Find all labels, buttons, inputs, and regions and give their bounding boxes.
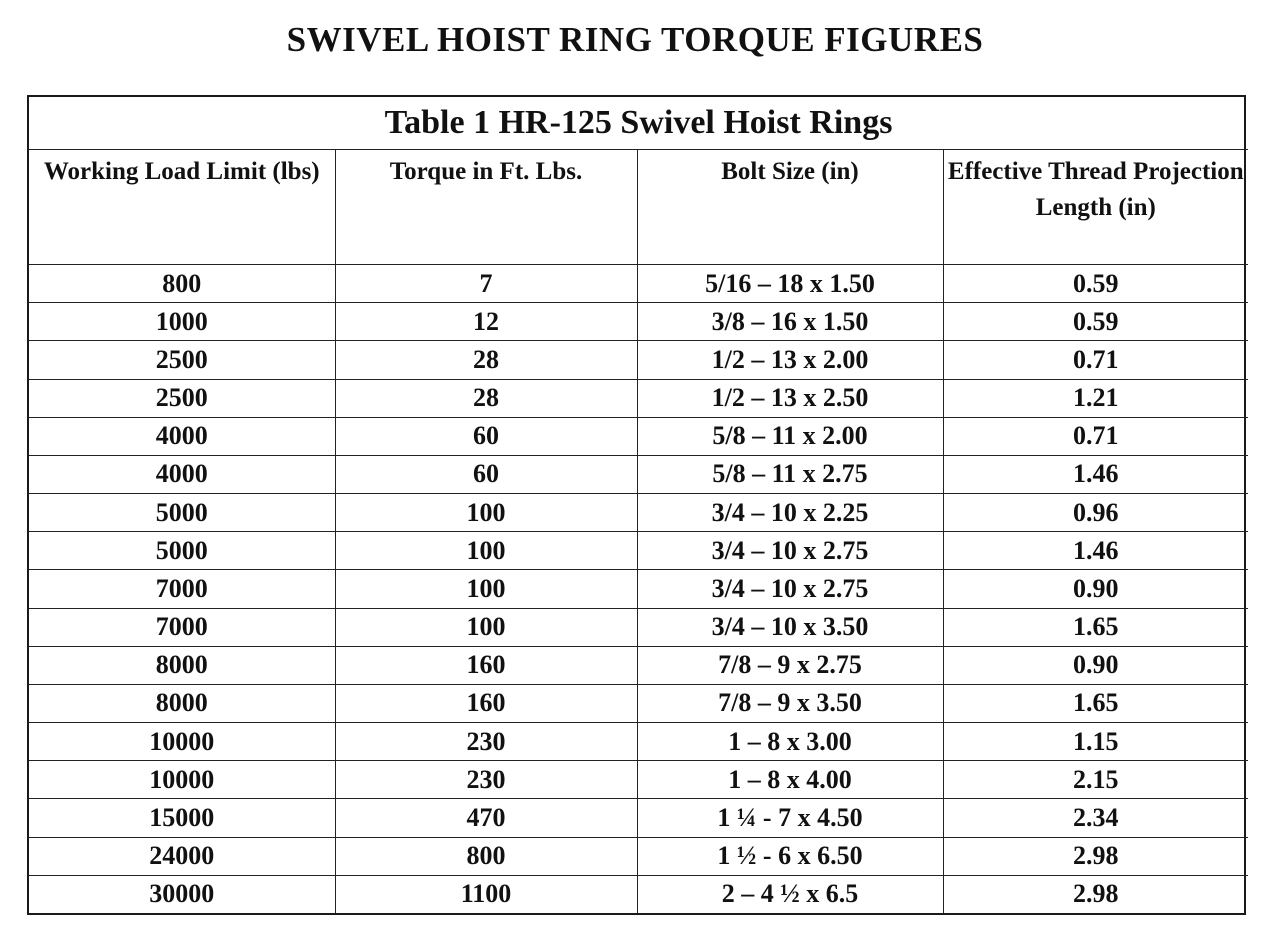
table-cell: 60 — [335, 417, 637, 455]
table-cell: 5/8 – 11 x 2.75 — [637, 455, 943, 493]
page-title: SWIVEL HOIST RING TORQUE FIGURES — [286, 20, 984, 59]
table-row — [29, 799, 1248, 837]
table-header-row — [29, 150, 1248, 265]
table-cell: 1 ¼ - 7 x 4.50 — [637, 799, 943, 837]
table-cell: 7000 — [29, 608, 335, 646]
table-cell: 8000 — [29, 646, 335, 684]
table-cell: 1.46 — [943, 455, 1248, 493]
table-cell: 7000 — [29, 570, 335, 608]
table-cell: 4000 — [29, 417, 335, 455]
table-cell: 230 — [335, 761, 637, 799]
table-cell: 2 – 4 ½ x 6.5 — [637, 875, 943, 913]
table-cell: 1 – 8 x 4.00 — [637, 761, 943, 799]
table-cell: 160 — [335, 646, 637, 684]
table-row — [29, 684, 1248, 722]
table-row — [29, 265, 1248, 303]
table-cell: 15000 — [29, 799, 335, 837]
table-row — [29, 646, 1248, 684]
table-cell: 28 — [335, 379, 637, 417]
table-cell: 5000 — [29, 494, 335, 532]
table-cell: 10000 — [29, 723, 335, 761]
table-cell: 12 — [335, 303, 637, 341]
table-cell: 800 — [29, 265, 335, 303]
table-caption-row — [29, 97, 1248, 150]
table-cell: 1/2 – 13 x 2.00 — [637, 341, 943, 379]
table-row — [29, 417, 1248, 455]
table-cell: 0.59 — [943, 303, 1248, 341]
table-cell: 1.15 — [943, 723, 1248, 761]
table-cell: 60 — [335, 455, 637, 493]
table-cell: 1.21 — [943, 379, 1248, 417]
table-cell: 1 – 8 x 3.00 — [637, 723, 943, 761]
table-row — [29, 761, 1248, 799]
table-cell: 30000 — [29, 875, 335, 913]
table-cell: 3/4 – 10 x 2.75 — [637, 532, 943, 570]
column-header-bolt-size: Bolt Size (in) — [637, 150, 943, 265]
table-row — [29, 608, 1248, 646]
table-cell: 100 — [335, 532, 637, 570]
table-cell: 800 — [335, 837, 637, 875]
table-cell: 4000 — [29, 455, 335, 493]
table-cell: 0.71 — [943, 417, 1248, 455]
table-row — [29, 494, 1248, 532]
table-cell: 100 — [335, 494, 637, 532]
table-row — [29, 532, 1248, 570]
column-header-thread-projection: Effective Thread Projection Length (in) — [943, 150, 1248, 265]
column-header-torque: Torque in Ft. Lbs. — [335, 150, 637, 265]
table-row — [29, 723, 1248, 761]
table-cell: 470 — [335, 799, 637, 837]
table-cell: 2500 — [29, 341, 335, 379]
table-cell: 1.65 — [943, 608, 1248, 646]
table-cell: 0.90 — [943, 646, 1248, 684]
table-cell: 0.96 — [943, 494, 1248, 532]
table-cell: 100 — [335, 608, 637, 646]
table-cell: 7 — [335, 265, 637, 303]
table-row — [29, 379, 1248, 417]
table-cell: 2.98 — [943, 837, 1248, 875]
table-cell: 0.90 — [943, 570, 1248, 608]
table-cell: 0.71 — [943, 341, 1248, 379]
table-caption: Table 1 HR-125 Swivel Hoist Rings — [29, 97, 1248, 150]
table-cell: 5/8 – 11 x 2.00 — [637, 417, 943, 455]
table-row — [29, 570, 1248, 608]
table-cell: 2.15 — [943, 761, 1248, 799]
table-cell: 2.98 — [943, 875, 1248, 913]
table-cell: 7/8 – 9 x 3.50 — [637, 684, 943, 722]
table-cell: 160 — [335, 684, 637, 722]
table-row — [29, 837, 1248, 875]
table-cell: 1 ½ - 6 x 6.50 — [637, 837, 943, 875]
table-cell: 28 — [335, 341, 637, 379]
table-cell: 0.59 — [943, 265, 1248, 303]
table-row — [29, 303, 1248, 341]
table-cell: 24000 — [29, 837, 335, 875]
table-cell: 10000 — [29, 761, 335, 799]
table-cell: 5/16 – 18 x 1.50 — [637, 265, 943, 303]
table-cell: 2.34 — [943, 799, 1248, 837]
table-cell: 1000 — [29, 303, 335, 341]
table-cell: 1.65 — [943, 684, 1248, 722]
table-cell: 3/4 – 10 x 2.75 — [637, 570, 943, 608]
table-cell: 3/4 – 10 x 2.25 — [637, 494, 943, 532]
table-cell: 1.46 — [943, 532, 1248, 570]
table-row — [29, 875, 1248, 913]
table-row — [29, 341, 1248, 379]
table-row — [29, 455, 1248, 493]
table-cell: 1/2 – 13 x 2.50 — [637, 379, 943, 417]
table-cell: 7/8 – 9 x 2.75 — [637, 646, 943, 684]
torque-table — [27, 95, 1246, 915]
table-cell: 230 — [335, 723, 637, 761]
column-header-working-load: Working Load Limit (lbs) — [29, 150, 335, 265]
table-cell: 3/4 – 10 x 3.50 — [637, 608, 943, 646]
table-cell: 5000 — [29, 532, 335, 570]
table-cell: 100 — [335, 570, 637, 608]
table-body — [29, 265, 1248, 914]
table-cell: 2500 — [29, 379, 335, 417]
torque-table-grid — [29, 97, 1248, 913]
table-cell: 8000 — [29, 684, 335, 722]
table-cell: 1100 — [335, 875, 637, 913]
table-cell: 3/8 – 16 x 1.50 — [637, 303, 943, 341]
